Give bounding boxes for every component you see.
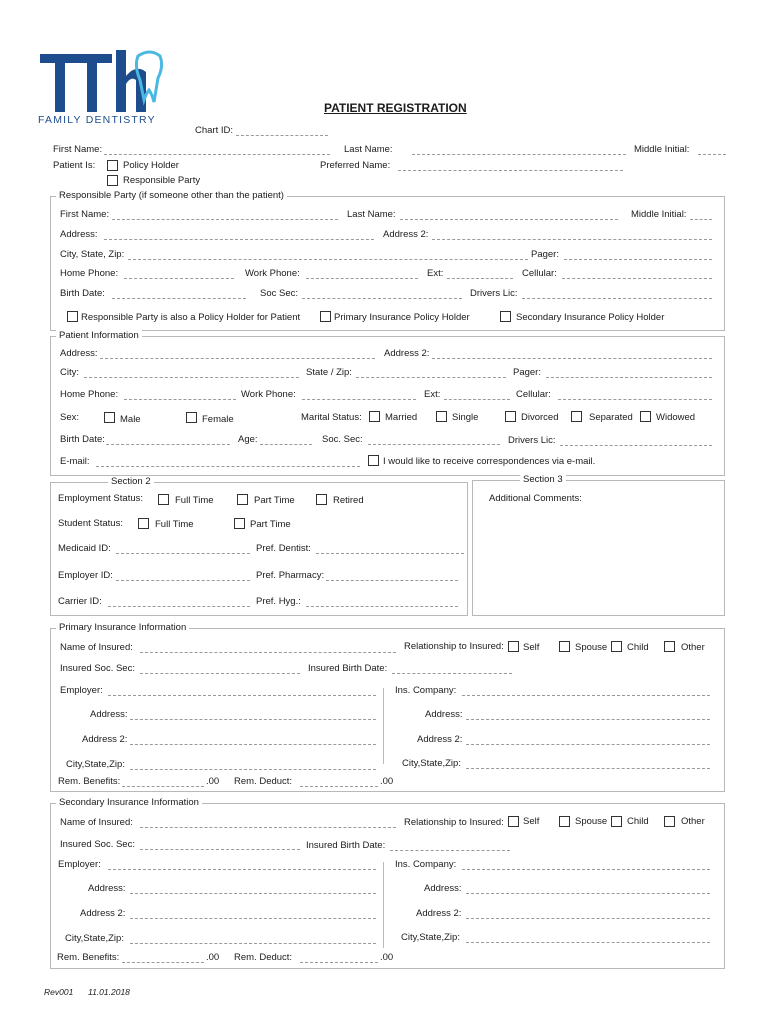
pt-address-field[interactable]: [100, 358, 375, 359]
primary-column-divider: [383, 688, 384, 764]
pt-married-label: Married: [385, 412, 418, 423]
pri-child-checkbox[interactable]: [611, 641, 622, 652]
sec-city-state-zip-field[interactable]: [130, 943, 376, 944]
pri-soc-sec-label: Insured Soc. Sec:: [60, 663, 135, 674]
responsible-party-label: Responsible Party: [123, 175, 201, 186]
pri-employer-label: Employer:: [60, 685, 103, 696]
sec-employer-field[interactable]: [108, 869, 376, 870]
pri-ins-city-state-zip-field[interactable]: [466, 768, 710, 769]
sec-rem-deduct-label: Rem. Deduct:: [234, 952, 293, 963]
rp-middle-initial-field[interactable]: [690, 219, 712, 220]
pri-birth-date-field[interactable]: [392, 673, 512, 674]
pt-work-phone-label: Work Phone:: [241, 389, 296, 400]
pri-ins-address-field[interactable]: [466, 719, 710, 720]
pt-drivers-lic-label: Drivers Lic:: [508, 435, 556, 446]
rp-secondary-label: Secondary Insurance Policy Holder: [516, 312, 665, 323]
pt-single-checkbox[interactable]: [436, 411, 447, 422]
logo-subtitle: FAMILY DENTISTRY: [38, 114, 156, 126]
rp-address-field[interactable]: [104, 239, 374, 240]
policy-holder-label: Policy Holder: [123, 160, 179, 171]
middle-initial-field[interactable]: [698, 154, 726, 155]
pri-other-label: Other: [681, 642, 705, 653]
sec-ins-address2-label: Address 2:: [416, 908, 462, 919]
pt-soc-sec-label: Soc. Sec:: [322, 434, 363, 445]
patient-is-label: Patient Is:: [53, 160, 96, 171]
pri-rem-deduct-label: Rem. Deduct:: [234, 776, 293, 787]
employer-id-field[interactable]: [116, 580, 250, 581]
stu-full-time-label: Full Time: [155, 519, 194, 530]
additional-comments-field[interactable]: [480, 508, 718, 612]
sec-rem-deduct-cents: .00: [380, 952, 394, 963]
preferred-name-label: Preferred Name:: [320, 160, 391, 171]
sec-other-checkbox[interactable]: [664, 816, 675, 827]
preferred-name-field[interactable]: [398, 170, 623, 171]
footer-date: 11.01.2018: [88, 987, 130, 997]
sec-soc-sec-field[interactable]: [140, 849, 300, 850]
pri-ins-address-label: Address:: [425, 709, 463, 720]
footer-rev: Rev001: [44, 987, 74, 997]
secondary-column-divider: [383, 862, 384, 948]
sec-spouse-checkbox[interactable]: [559, 816, 570, 827]
sec-address2-field[interactable]: [130, 918, 376, 919]
rp-drivers-lic-field[interactable]: [522, 298, 712, 299]
secondary-insurance-title: Secondary Insurance Information: [56, 797, 202, 808]
emp-retired-label: Retired: [333, 495, 364, 506]
pt-male-checkbox[interactable]: [104, 412, 115, 423]
pt-cellular-field[interactable]: [558, 399, 712, 400]
sec-ins-address2-field[interactable]: [466, 918, 710, 919]
last-name-field[interactable]: [412, 154, 626, 155]
sec-spouse-label: Spouse: [575, 816, 608, 827]
pri-ins-city-state-zip-label: City,State,Zip:: [402, 758, 461, 769]
sec-birth-date-field[interactable]: [390, 850, 510, 851]
carrier-id-field[interactable]: [108, 606, 250, 607]
sec-rem-benefits-label: Rem. Benefits:: [57, 952, 120, 963]
last-name-label: Last Name:: [344, 144, 393, 155]
rp-first-name-label: First Name:: [60, 209, 110, 220]
rp-city-state-zip-field[interactable]: [128, 259, 528, 260]
patient-info-title: Patient Information: [56, 330, 142, 341]
pt-widowed-checkbox[interactable]: [640, 411, 651, 422]
emp-full-time-checkbox[interactable]: [158, 494, 169, 505]
stu-part-time-checkbox[interactable]: [234, 518, 245, 529]
sec-birth-date-label: Insured Birth Date:: [306, 840, 386, 851]
pt-address-label: Address:: [60, 348, 98, 359]
sec-relationship-label: Relationship to Insured:: [404, 817, 504, 828]
emp-part-time-checkbox[interactable]: [237, 494, 248, 505]
rp-ext-label: Ext:: [427, 268, 444, 279]
responsible-party-checkbox[interactable]: [107, 175, 118, 186]
pt-email-label: E-mail:: [60, 456, 90, 467]
sec-other-label: Other: [681, 816, 705, 827]
pri-spouse-checkbox[interactable]: [559, 641, 570, 652]
rp-work-phone-label: Work Phone:: [245, 268, 300, 279]
pri-rem-deduct-field[interactable]: [300, 786, 378, 787]
rp-primary-checkbox[interactable]: [320, 311, 331, 322]
pt-separated-checkbox[interactable]: [571, 411, 582, 422]
emp-retired-checkbox[interactable]: [316, 494, 327, 505]
middle-initial-label: Middle Initial:: [634, 144, 690, 155]
pt-widowed-label: Widowed: [656, 412, 696, 423]
responsible-party-title: Responsible Party (if someone other than the patient): [56, 190, 287, 201]
student-status-label: Student Status:: [58, 518, 123, 529]
pt-email-field[interactable]: [96, 466, 360, 467]
pt-divorced-label: Divorced: [521, 412, 559, 423]
sec-ins-company-field[interactable]: [462, 869, 710, 870]
sec-ins-city-state-zip-label: City,State,Zip:: [401, 932, 460, 943]
sec-address-label: Address:: [88, 883, 126, 894]
pt-address2-field[interactable]: [432, 358, 712, 359]
page-title: PATIENT REGISTRATION: [324, 101, 467, 115]
pri-address2-label: Address 2:: [82, 734, 128, 745]
carrier-id-label: Carrier ID:: [58, 596, 102, 607]
first-name-label: First Name:: [53, 144, 103, 155]
rp-city-state-zip-label: City, State, Zip:: [60, 249, 125, 260]
rp-last-name-label: Last Name:: [347, 209, 396, 220]
pt-home-phone-label: Home Phone:: [60, 389, 119, 400]
pref-hyg-field[interactable]: [306, 606, 458, 607]
sec-ins-address-label: Address:: [424, 883, 462, 894]
additional-comments-label: Additional Comments:: [489, 493, 582, 504]
pt-ext-field[interactable]: [444, 399, 510, 400]
pri-employer-field[interactable]: [108, 695, 376, 696]
pri-address-label: Address:: [90, 709, 128, 720]
medicaid-id-label: Medicaid ID:: [58, 543, 111, 554]
pref-dentist-field[interactable]: [316, 553, 464, 554]
rp-middle-initial-label: Middle Initial:: [631, 209, 687, 220]
rp-policy-holder-checkbox[interactable]: [67, 311, 78, 322]
policy-holder-checkbox[interactable]: [107, 160, 118, 171]
pref-pharmacy-label: Pref. Pharmacy:: [256, 570, 325, 581]
pt-birth-date-label: Birth Date:: [60, 434, 105, 445]
pref-dentist-label: Pref. Dentist:: [256, 543, 311, 554]
pt-age-label: Age:: [238, 434, 258, 445]
stu-full-time-checkbox[interactable]: [138, 518, 149, 529]
employer-id-label: Employer ID:: [58, 570, 113, 581]
rp-pager-label: Pager:: [531, 249, 559, 260]
sec-child-label: Child: [627, 816, 649, 827]
pri-rem-deduct-cents: .00: [380, 776, 394, 787]
rp-pager-field[interactable]: [564, 259, 712, 260]
pri-address2-field[interactable]: [130, 744, 376, 745]
rp-soc-sec-field[interactable]: [302, 298, 462, 299]
pri-name-insured-label: Name of Insured:: [60, 642, 133, 653]
pt-cellular-label: Cellular:: [516, 389, 551, 400]
sec-address2-label: Address 2:: [80, 908, 126, 919]
pt-email-opt-checkbox[interactable]: [368, 455, 379, 466]
rp-home-phone-label: Home Phone:: [60, 268, 119, 279]
sec-ins-company-label: Ins. Company:: [395, 859, 457, 870]
pt-female-label: Female: [202, 414, 234, 425]
pt-female-checkbox[interactable]: [186, 412, 197, 423]
pt-drivers-lic-field[interactable]: [560, 445, 712, 446]
sec-address-field[interactable]: [130, 893, 376, 894]
rp-secondary-checkbox[interactable]: [500, 311, 511, 322]
pt-city-label: City:: [60, 367, 79, 378]
pt-sex-label: Sex:: [60, 412, 80, 423]
pri-rem-benefits-field[interactable]: [122, 786, 204, 787]
rp-address2-field[interactable]: [432, 239, 712, 240]
pt-state-zip-field[interactable]: [356, 377, 506, 378]
pt-age-field[interactable]: [260, 444, 312, 445]
rp-primary-label: Primary Insurance Policy Holder: [334, 312, 470, 323]
primary-insurance-title: Primary Insurance Information: [56, 622, 189, 633]
rp-birth-date-field[interactable]: [112, 298, 246, 299]
rp-address2-label: Address 2:: [383, 229, 429, 240]
rp-ext-field[interactable]: [447, 278, 513, 279]
sec-rem-benefits-cents: .00: [206, 952, 220, 963]
pri-other-checkbox[interactable]: [664, 641, 675, 652]
pri-rem-benefits-label: Rem. Benefits:: [58, 776, 121, 787]
sec-employer-label: Employer:: [58, 859, 101, 870]
section-3-title: Section 3: [520, 474, 566, 485]
pt-address2-label: Address 2:: [384, 348, 430, 359]
section-2-title: Section 2: [108, 476, 154, 487]
emp-part-time-label: Part Time: [254, 495, 295, 506]
rp-policy-holder-label: Responsible Party is also a Policy Holder for Patient: [81, 312, 301, 323]
rp-first-name-field[interactable]: [112, 219, 338, 220]
pt-email-opt-label: I would like to receive correspondences via e-mail.: [383, 456, 596, 467]
rp-soc-sec-label: Soc Sec:: [260, 288, 299, 299]
pref-hyg-label: Pref. Hyg.:: [256, 596, 301, 607]
logo-mark: [38, 50, 166, 118]
pt-city-field[interactable]: [84, 377, 299, 378]
sec-name-insured-field[interactable]: [140, 827, 396, 828]
sec-city-state-zip-label: City,State,Zip:: [65, 933, 124, 944]
sec-self-checkbox[interactable]: [508, 816, 519, 827]
pri-self-checkbox[interactable]: [508, 641, 519, 652]
medicaid-id-field[interactable]: [116, 553, 250, 554]
pri-ins-address2-field[interactable]: [466, 744, 710, 745]
pri-ins-address2-label: Address 2:: [417, 734, 463, 745]
sec-rem-benefits-field[interactable]: [122, 962, 204, 963]
pri-city-state-zip-field[interactable]: [130, 769, 376, 770]
pri-ins-company-label: Ins. Company:: [395, 685, 457, 696]
pt-state-zip-label: State / Zip:: [306, 367, 352, 378]
pt-single-label: Single: [452, 412, 479, 423]
pri-rem-benefits-cents: .00: [206, 776, 220, 787]
pri-self-label: Self: [523, 642, 540, 653]
pt-work-phone-field[interactable]: [302, 399, 416, 400]
pt-divorced-checkbox[interactable]: [505, 411, 516, 422]
pt-home-phone-field[interactable]: [124, 399, 236, 400]
rp-last-name-field[interactable]: [400, 219, 618, 220]
rp-cellular-label: Cellular:: [522, 268, 557, 279]
emp-full-time-label: Full Time: [175, 495, 214, 506]
pt-soc-sec-field[interactable]: [368, 444, 500, 445]
pri-address-field[interactable]: [130, 719, 376, 720]
pt-pager-label: Pager:: [513, 367, 541, 378]
chart-id-field[interactable]: [236, 135, 328, 136]
employment-status-label: Employment Status:: [58, 493, 144, 504]
pri-ins-company-field[interactable]: [462, 695, 710, 696]
first-name-field[interactable]: [104, 154, 330, 155]
stu-part-time-label: Part Time: [250, 519, 291, 530]
pri-spouse-label: Spouse: [575, 642, 608, 653]
rp-drivers-lic-label: Drivers Lic:: [470, 288, 518, 299]
pref-pharmacy-field[interactable]: [326, 580, 458, 581]
pri-child-label: Child: [627, 642, 649, 653]
pt-separated-label: Separated: [589, 412, 633, 423]
pt-male-label: Male: [120, 414, 141, 425]
chart-id-label: Chart ID:: [195, 125, 234, 136]
sec-name-insured-label: Name of Insured:: [60, 817, 133, 828]
rp-address-label: Address:: [60, 229, 98, 240]
pri-city-state-zip-label: City,State,Zip:: [66, 759, 125, 770]
pri-name-insured-field[interactable]: [140, 652, 396, 653]
sec-ins-address-field[interactable]: [466, 893, 710, 894]
sec-child-checkbox[interactable]: [611, 816, 622, 827]
rp-work-phone-field[interactable]: [306, 278, 418, 279]
pri-soc-sec-field[interactable]: [140, 673, 300, 674]
sec-soc-sec-label: Insured Soc. Sec:: [60, 839, 135, 850]
pt-birth-date-field[interactable]: [106, 444, 230, 445]
pri-birth-date-label: Insured Birth Date:: [308, 663, 388, 674]
rp-birth-date-label: Birth Date:: [60, 288, 105, 299]
pri-relationship-label: Relationship to Insured:: [404, 641, 504, 652]
rp-home-phone-field[interactable]: [124, 278, 234, 279]
rp-cellular-field[interactable]: [562, 278, 712, 279]
sec-rem-deduct-field[interactable]: [300, 962, 378, 963]
pt-married-checkbox[interactable]: [369, 411, 380, 422]
sec-ins-city-state-zip-field[interactable]: [466, 942, 710, 943]
pt-marital-status-label: Marital Status:: [301, 412, 362, 423]
sec-self-label: Self: [523, 816, 540, 827]
pt-ext-label: Ext:: [424, 389, 441, 400]
pt-pager-field[interactable]: [546, 377, 712, 378]
